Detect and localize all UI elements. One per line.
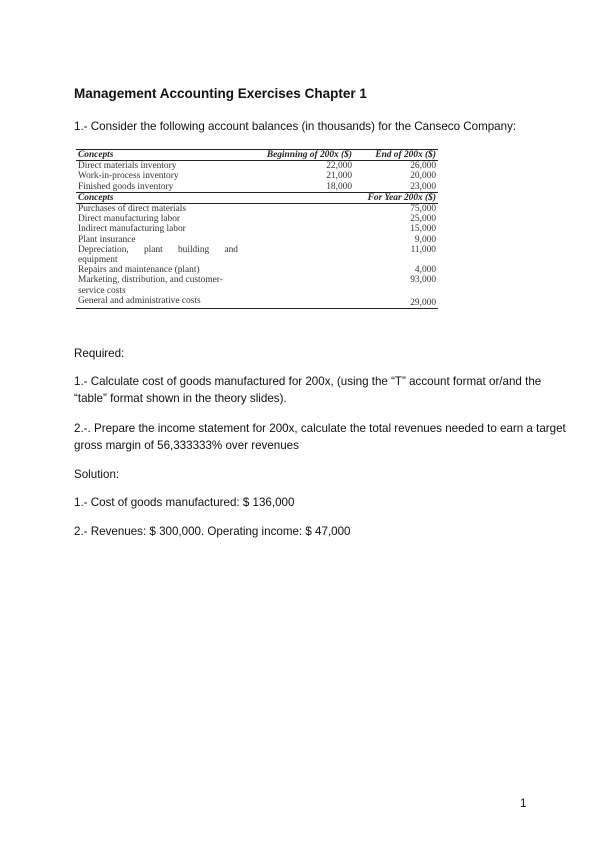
table-row [76,171,438,181]
question-1-line-2: “table” format shown in the theory slides). [74,392,287,405]
solution-label: Solution: [74,468,120,481]
table-row [76,255,438,265]
row-blank [240,204,354,215]
row-label-continued: service costs [78,285,126,296]
row-label: Indirect manufacturing labor [78,224,186,235]
table-row [76,275,438,285]
question-1-line-1: 1.- Calculate cost of goods manufactured for 200x, (using the “T” account format or/and the [74,375,542,388]
row-label: Plant insurance [78,234,136,245]
table-row [76,161,438,172]
question-2-line-1: 2.-. Prepare the income statement for 200x, calculate the total revenues needed to earn a target [74,422,566,435]
row-beginning-value: 18,000 [326,181,352,192]
row-blank [240,286,354,296]
table-header-row [76,192,438,203]
question-2-line-2: gross margin of 56,333333% over revenues [74,439,299,452]
row-label: Finished goods inventory [78,181,174,192]
row-end-value: 23,000 [410,181,436,192]
document-title: Management Accounting Exercises Chapter 1 [74,86,367,101]
header-beginning: Beginning of 200x ($) [240,150,354,161]
row-year-value [354,255,438,265]
table-row [76,224,438,234]
row-year-value: 93,000 [410,275,436,286]
row-blank [240,255,354,265]
row-blank [240,245,354,255]
row-beginning-value: 21,000 [326,171,352,182]
header-year: For Year 200x ($) [354,192,438,203]
row-label: Depreciation, plant building and [78,244,238,255]
row-label: General and administrative costs [76,296,240,309]
row-end-value: 26,000 [410,161,436,172]
account-balances-table [76,149,438,309]
table-row [76,204,438,215]
row-year-value: 15,000 [410,224,436,235]
row-blank [240,296,354,309]
table-row [76,235,438,245]
row-blank [240,265,354,275]
row-year-value: 75,000 [410,204,436,215]
row-year-value: 4,000 [414,265,436,276]
row-end-value: 20,000 [410,171,436,182]
row-label-continued: equipment [78,255,118,266]
row-label: Direct manufacturing labor [78,214,181,225]
row-blank [240,224,354,234]
row-blank [240,214,354,224]
solution-1: 1.- Cost of goods manufactured: $ 136,000 [74,496,295,509]
table-row [76,296,438,309]
page-number: 1 [520,798,527,810]
header-blank [240,192,354,203]
header-concepts: Concepts [76,192,240,203]
row-year-value: 11,000 [410,244,436,255]
table-row [76,214,438,224]
row-blank [240,275,354,285]
row-year-value: 9,000 [414,234,436,245]
header-end: End of 200x ($) [354,150,438,161]
row-beginning-value: 22,000 [326,161,352,172]
required-label: Required: [74,347,125,360]
row-label: Purchases of direct materials [78,204,187,215]
intro-text: 1.- Consider the following account balances (in thousands) for the Canseco Company: [74,120,517,133]
row-label: Direct materials inventory [78,161,177,172]
table-header-row [76,150,438,161]
row-label: Repairs and maintenance (plant) [78,265,200,276]
row-label: Work-in-process inventory [78,171,179,182]
row-year-value [354,286,438,296]
table-row [76,182,438,193]
table-row [76,245,438,255]
solution-2: 2.- Revenues: $ 300,000. Operating income: $ 47,000 [74,525,351,538]
row-blank [240,235,354,245]
header-concepts: Concepts [76,150,240,161]
table-row [76,286,438,296]
row-year-value: 29,000 [354,296,438,309]
table-row [76,265,438,275]
row-label: Marketing, distribution, and customer- [78,275,223,286]
row-year-value: 25,000 [410,214,436,225]
